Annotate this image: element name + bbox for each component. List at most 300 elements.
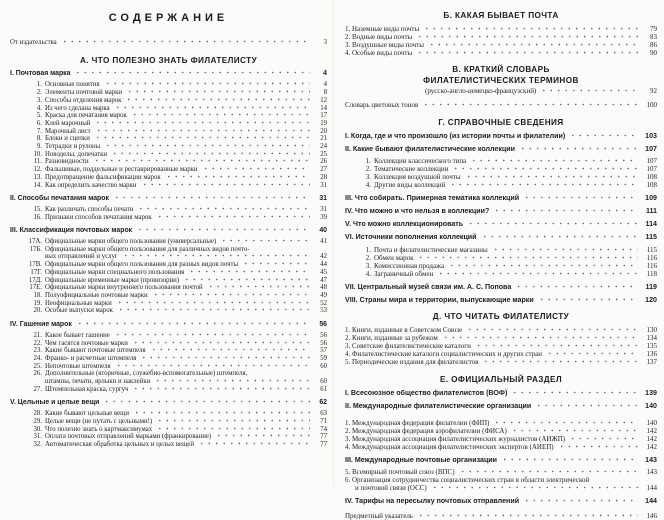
dot-leader — [431, 485, 638, 490]
entry-number: 28. — [33, 410, 42, 418]
entry-number: 17Д. — [28, 276, 42, 284]
dot-leader — [94, 135, 310, 140]
entry-label: II. Способы печатания марок — [10, 194, 109, 202]
dot-leader — [417, 255, 638, 260]
dot-leader — [188, 269, 310, 274]
entry-number: 17Е. — [29, 284, 42, 292]
contents-title: СОДЕРЖАНИЕ — [108, 12, 229, 24]
entry-page: 116 — [646, 253, 657, 262]
entry-label: Какие бывают цельные вещи — [45, 410, 130, 418]
entry-page: 107 — [646, 156, 657, 165]
entry-label: I. Всесоюзное общество филателистов (ВОФ) — [345, 388, 508, 397]
dot-leader — [136, 227, 310, 232]
section-heading: В. КРАТКИЙ СЛОВАРЬ — [452, 65, 550, 75]
entry-label: Основные понятия — [45, 81, 100, 89]
entry-label: VII. Центральный музей связи им. А. С. Попова — [345, 282, 512, 291]
toc-entry — [345, 468, 657, 476]
dot-leader — [535, 403, 638, 408]
left-page — [0, 0, 333, 486]
toc-entry — [10, 195, 327, 203]
entry-label: Фальшивые, поддельные и реставрированные марки — [45, 166, 198, 174]
toc-entry — [345, 283, 657, 291]
toc-entry — [10, 347, 327, 355]
entry-label: Из чего сделана марка — [45, 104, 110, 112]
toc-entry — [10, 158, 327, 166]
toc-entry — [10, 277, 327, 285]
entry-number: 11. — [33, 158, 42, 166]
entry-page: 45 — [320, 268, 327, 276]
entry-number: 16. — [33, 213, 42, 221]
entry-label: Официальные марки общего пользования для разных видов почты — [45, 261, 239, 269]
dot-leader — [467, 221, 638, 226]
dot-leader — [140, 355, 310, 360]
dot-leader — [452, 166, 638, 171]
toc-entry — [345, 41, 657, 49]
toc-entry — [345, 419, 657, 427]
toc-entry — [345, 435, 657, 443]
entry-page: 130 — [646, 326, 657, 335]
entry-label: Комиссионная продажа — [374, 261, 445, 270]
dot-leader — [133, 410, 310, 415]
entry-label: Способы отделения марок — [45, 96, 122, 104]
dot-leader — [113, 195, 310, 200]
entry-label: I. Когда, где и что произошло (из истории почты и филателии) — [345, 131, 566, 140]
dot-leader — [117, 307, 310, 312]
toc-entry — [10, 112, 327, 120]
dot-leader — [459, 469, 638, 474]
dot-leader — [103, 399, 310, 404]
toc-entry — [10, 332, 327, 340]
toc-entry — [345, 173, 657, 181]
entry-page: 4 — [323, 81, 327, 89]
dot-leader — [422, 102, 638, 107]
dot-leader — [437, 271, 638, 276]
dot-leader — [215, 433, 310, 438]
toc-entry — [345, 25, 657, 33]
toc-entry — [345, 132, 657, 140]
entry-label: Предметный указатель — [345, 511, 414, 520]
entry-page: 21 — [320, 135, 327, 143]
entry-page: 134 — [646, 334, 657, 343]
entry-label: Штемпельная краска, сургуч — [45, 385, 129, 393]
entry-label: Автоматическая обработка цельных и целых вещей — [45, 440, 194, 448]
dot-leader — [207, 284, 310, 289]
entry-label: Коллекции классического типа — [374, 156, 467, 165]
section-heading: ФИЛАТЕЛИСТИЧЕСКИХ ТЕРМИНОВ — [423, 76, 579, 86]
entry-page: 31 — [320, 181, 327, 189]
entry-page: 137 — [646, 358, 657, 367]
dot-leader — [449, 182, 638, 187]
entry-page: 31 — [320, 205, 327, 213]
entry-label: Предотвращение фальсификации марок — [45, 173, 161, 181]
entry-page: 3 — [323, 39, 327, 46]
toc-entry — [345, 402, 657, 410]
toc-entry — [345, 49, 657, 57]
entry-label: V. Что можно коллекционировать — [345, 220, 464, 229]
entry-page: 39 — [320, 213, 327, 221]
entry-number: 4. — [365, 181, 371, 190]
toc-entry — [345, 262, 657, 270]
toc-entry — [10, 246, 327, 254]
entry-page: 27 — [320, 166, 327, 174]
entry-page: 108 — [646, 172, 657, 181]
entry-label: Чем гасятся почтовые марки — [45, 339, 128, 347]
entry-number: 2. — [36, 89, 42, 97]
toc-entry — [10, 378, 327, 386]
dot-leader — [76, 321, 310, 326]
entry-page: 108 — [646, 181, 657, 190]
toc-entry — [10, 214, 327, 222]
entry-label: Заграничный обмен — [374, 269, 434, 278]
toc-entry — [10, 39, 327, 47]
section-heading: Г. СПРАВОЧНЫЕ СВЕДЕНИЯ — [438, 117, 564, 127]
dot-leader — [482, 359, 638, 364]
dot-leader — [111, 151, 310, 156]
toc-entry — [10, 433, 327, 441]
entry-label: Другие виды коллекций — [374, 181, 446, 190]
entry-page: 4 — [323, 70, 327, 78]
dot-leader — [104, 81, 310, 86]
entry-label: Оплата почтовых отправлений марками (франкирование) — [45, 433, 212, 441]
toc-entry — [10, 300, 327, 308]
entry-page: 139 — [645, 388, 657, 397]
dot-leader — [492, 247, 638, 252]
entry-label: II. Международные филателистические организации — [345, 401, 532, 410]
dot-leader — [558, 444, 638, 449]
entry-label: Элементы почтовой марки — [45, 89, 123, 97]
entry-number: 26. — [33, 370, 42, 378]
entry-number: 17Г. — [30, 268, 42, 276]
entry-label: 3. Советские филателистические каталоги — [345, 342, 471, 351]
dot-leader — [423, 26, 638, 31]
entry-page: 100 — [646, 101, 657, 110]
entry-page: 115 — [646, 245, 657, 254]
dot-leader — [132, 340, 310, 345]
dot-leader — [137, 206, 310, 211]
entry-page: 142 — [646, 443, 657, 451]
entry-page: 83 — [650, 33, 657, 42]
dot-leader — [198, 441, 310, 446]
dot-leader — [132, 386, 310, 391]
dot-leader — [519, 146, 638, 151]
toc-entry — [10, 261, 327, 269]
toc-entry — [345, 207, 657, 215]
toc-entry — [10, 206, 327, 214]
entry-label: 2. Водные виды почты — [345, 33, 413, 42]
dot-leader — [202, 166, 310, 171]
entry-label: Марочный лист — [45, 127, 91, 135]
entry-number: 4. — [36, 104, 42, 112]
entry-number: 15. — [33, 205, 42, 213]
entry-page: 115 — [645, 233, 657, 242]
entry-page: 42 — [320, 253, 327, 261]
entry-page: 52 — [320, 299, 327, 307]
entry-label: Как определить качество марки — [45, 181, 137, 189]
entry-page: 12 — [320, 96, 327, 104]
entry-page: 77 — [320, 433, 327, 441]
dot-leader — [141, 182, 310, 187]
entry-label: Почта и филателистические магазины — [374, 245, 488, 254]
entry-page: 144 — [645, 497, 657, 506]
dot-leader — [465, 174, 638, 179]
entry-label: 5. Всемирный почтовый союз (ВПС) — [345, 468, 455, 477]
entry-page: 79 — [650, 25, 657, 33]
dot-leader — [523, 498, 638, 503]
toc-entry — [10, 292, 327, 300]
entry-page: 56 — [319, 320, 327, 328]
dot-leader — [156, 214, 310, 219]
toc-entry — [345, 220, 657, 228]
toc-entry — [345, 456, 657, 464]
dot-leader — [114, 332, 310, 337]
entry-page: 59 — [320, 354, 327, 362]
entry-page: 20 — [320, 127, 327, 135]
entry-page: 19 — [320, 119, 327, 127]
entry-label: VI. Источники пополнения коллекций — [345, 233, 477, 242]
entry-label: II. Какие бывают филателистические коллекции — [345, 144, 515, 153]
entry-label: Какое бывает гашение — [45, 331, 110, 339]
toc-entry — [345, 350, 657, 358]
entry-label: Дополнительные (вторичные, служебно-вспомогательные) штемпеля, — [45, 370, 248, 378]
dot-leader — [131, 112, 310, 117]
entry-number: 29. — [33, 417, 42, 425]
entry-label: Словарь цветовых тонов — [345, 101, 419, 110]
right-page-entries — [345, 11, 657, 520]
entry-label: Блоки и сцепки — [45, 135, 90, 143]
toc-entry — [10, 386, 327, 394]
dot-leader — [511, 390, 638, 395]
dot-leader — [122, 253, 310, 258]
entry-label: Франко- и расчетные штемпеля — [45, 354, 137, 362]
entry-number: 24. — [33, 354, 42, 362]
toc-entry — [345, 476, 657, 484]
toc-entry — [10, 399, 327, 407]
entry-page: 57 — [320, 347, 327, 355]
toc-entry — [345, 165, 657, 173]
entry-number: 8. — [36, 135, 42, 143]
dot-leader — [242, 261, 310, 266]
toc-entry — [345, 326, 657, 334]
entry-page: 140 — [645, 401, 657, 410]
toc-entry — [10, 269, 327, 277]
entry-label: 3. Воздушные виды почты — [345, 41, 424, 50]
entry-page: 17 — [320, 112, 327, 120]
entry-number: 2. — [365, 253, 371, 262]
dot-leader — [220, 238, 310, 243]
toc-entry — [10, 151, 327, 159]
toc-entry — [345, 334, 657, 342]
toc-entry — [10, 182, 327, 190]
entry-label: III. Международные почтовые организации — [345, 456, 498, 465]
toc-entry — [10, 166, 327, 174]
entry-number: 27. — [33, 385, 42, 393]
entry-number: 3. — [365, 172, 371, 181]
entry-page: 60 — [320, 378, 327, 386]
toc-entry — [345, 270, 657, 278]
toc-entry — [10, 426, 327, 434]
entry-label: Официальные временные марки (провизории) — [45, 276, 180, 284]
section-heading: А. ЧТО ПОЛЕЗНО ЗНАТЬ ФИЛАТЕЛИСТУ — [79, 55, 258, 65]
dot-leader — [523, 195, 638, 200]
dot-leader — [95, 128, 310, 133]
entry-number: 14. — [33, 181, 42, 189]
dot-leader — [154, 378, 310, 383]
entry-page: 107 — [645, 144, 657, 153]
entry-label: VIII. Страны мира и территории, выпускающие марки — [345, 295, 534, 304]
entry-page: 60 — [320, 362, 327, 370]
entry-page: 144 — [646, 484, 657, 493]
entry-label: Что полезно знать о картмаксимумах — [45, 425, 153, 433]
toc-entry — [10, 284, 327, 292]
entry-number: 18. — [33, 291, 42, 299]
dot-leader — [493, 208, 638, 213]
entry-page: 8 — [323, 89, 327, 97]
entry-number: 6. — [36, 119, 42, 127]
entry-label: вых отправлений и услуг — [45, 253, 118, 261]
dot-leader — [416, 50, 638, 55]
entry-page: 143 — [645, 456, 657, 465]
dot-leader — [183, 277, 310, 282]
dot-leader — [93, 158, 310, 163]
entry-page: 56 — [320, 339, 327, 347]
dot-leader — [569, 133, 638, 138]
entry-page: 90 — [650, 49, 657, 58]
entry-label: 1. Книги, изданные в Советском Союзе — [345, 326, 463, 335]
entry-page: 136 — [646, 350, 657, 359]
entry-number: 17Б. — [29, 245, 42, 253]
entry-page: 41 — [320, 238, 327, 246]
left-page-entries — [10, 39, 327, 449]
toc-entry — [10, 97, 327, 105]
entry-label: 1. Международная федерация филателии (ФИП) — [345, 418, 490, 427]
toc-entry — [345, 246, 657, 254]
toc-entry — [345, 296, 657, 304]
toc-entry — [10, 307, 327, 315]
entry-label: Официальные марки общего пользования для различных видов почто- — [45, 245, 250, 253]
entry-number: 31. — [33, 433, 42, 441]
dot-leader — [470, 158, 638, 163]
entry-page: 61 — [320, 385, 327, 393]
entry-label: и почтовой связи (ОСС) — [355, 484, 427, 493]
entry-page: 49 — [320, 291, 327, 299]
entry-page: 119 — [645, 282, 657, 291]
entry-label: штампы, печати, ярлыки и наклейки — [45, 378, 151, 386]
entry-number: 4. — [365, 269, 371, 278]
entry-page: 109 — [645, 194, 657, 203]
dot-leader — [428, 42, 638, 47]
toc-entry — [345, 181, 657, 189]
entry-number: 17А. — [28, 238, 42, 246]
dot-leader — [156, 426, 310, 431]
toc-entry — [10, 227, 327, 235]
dot-leader — [475, 343, 638, 348]
entry-number: 3. — [36, 96, 42, 104]
entry-label: 2. Книги, изданные за рубежом — [345, 334, 438, 343]
dot-leader — [165, 174, 310, 179]
entry-number: 3. — [365, 261, 371, 270]
entry-page: 118 — [646, 269, 657, 278]
dot-leader — [61, 39, 310, 44]
entry-number: 1. — [365, 156, 371, 165]
toc-entry — [345, 157, 657, 165]
entry-label: От издательства — [10, 39, 57, 46]
entry-page: 63 — [320, 410, 327, 418]
dot-leader — [116, 300, 310, 305]
toc-entry — [10, 89, 327, 97]
dot-leader — [515, 284, 638, 289]
entry-page: 103 — [645, 131, 657, 140]
entry-page: 92 — [650, 87, 657, 96]
dot-leader — [114, 105, 310, 110]
entry-label: Признаки способов печатания марок — [45, 213, 152, 221]
entry-number: 19. — [33, 299, 42, 307]
dot-leader — [540, 88, 638, 93]
entry-page: 120 — [645, 295, 657, 304]
toc-entry — [345, 389, 657, 397]
toc-entry — [10, 363, 327, 371]
entry-page: 116 — [646, 261, 657, 270]
entry-page: 26 — [320, 158, 327, 166]
entry-label: 1. Наземные виды почты — [345, 25, 420, 33]
entry-page: 56 — [320, 331, 327, 339]
section-heading: Б. КАКАЯ БЫВАЕТ ПОЧТА — [443, 11, 559, 20]
toc-entry — [345, 443, 657, 451]
entry-number: 30. — [33, 425, 42, 433]
dot-leader — [416, 34, 638, 39]
entry-page: 28 — [320, 173, 327, 181]
entry-label: 4. Филателистические каталоги социалистических и других стран — [345, 350, 542, 359]
entry-page: 74 — [320, 425, 327, 433]
entry-page: 135 — [646, 342, 657, 351]
toc-entry — [10, 135, 327, 143]
right-page — [334, 0, 664, 520]
toc-entry — [10, 253, 327, 261]
entry-page: 143 — [646, 468, 657, 477]
toc-entry — [10, 238, 327, 246]
dot-leader — [74, 70, 310, 75]
entry-label: 3. Международная ассоциация филателистических журналистов (АИЖП) — [345, 434, 566, 443]
toc-entry — [345, 87, 657, 95]
entry-label: Неофициальные марки — [45, 299, 112, 307]
entry-label: IV. Что можно и что нельзя в коллекции? — [345, 207, 490, 216]
entry-number: 10. — [33, 150, 42, 158]
entry-label: Какие бывают почтовые штемпеля — [45, 347, 146, 355]
entry-label: Официальные марки специального пользования — [45, 268, 185, 276]
entry-page: 107 — [646, 164, 657, 173]
entry-label: Целые вещи (не путать с цельными!) — [45, 417, 153, 425]
entry-label: III. Что собирать. Примерная тематика коллекций — [345, 194, 520, 203]
toc-entry — [345, 194, 657, 202]
toc-entry — [10, 355, 327, 363]
entry-page: 86 — [650, 41, 657, 50]
dot-leader — [125, 97, 310, 102]
entry-label: Новоделы, допечатки — [45, 150, 108, 158]
toc-entry — [10, 340, 327, 348]
entry-label: IV. Тарифы на пересылку почтовых отправлений — [345, 497, 520, 506]
dot-leader — [115, 363, 310, 368]
entry-page: 44 — [320, 261, 327, 269]
entry-number: 25. — [33, 362, 42, 370]
entry-label: Официальные марки общего пользования (универсальные) — [45, 238, 217, 246]
entry-label: 4. Особые виды почты — [345, 49, 413, 58]
entry-label: Краска для печатания марок — [45, 112, 127, 120]
entry-page: 142 — [646, 426, 657, 435]
entry-page: 14 — [320, 104, 327, 112]
toc-entry — [10, 174, 327, 182]
entry-label: IV. Гашение марок — [10, 320, 72, 328]
entry-page: 31 — [319, 194, 327, 202]
toc-entry — [345, 233, 657, 241]
